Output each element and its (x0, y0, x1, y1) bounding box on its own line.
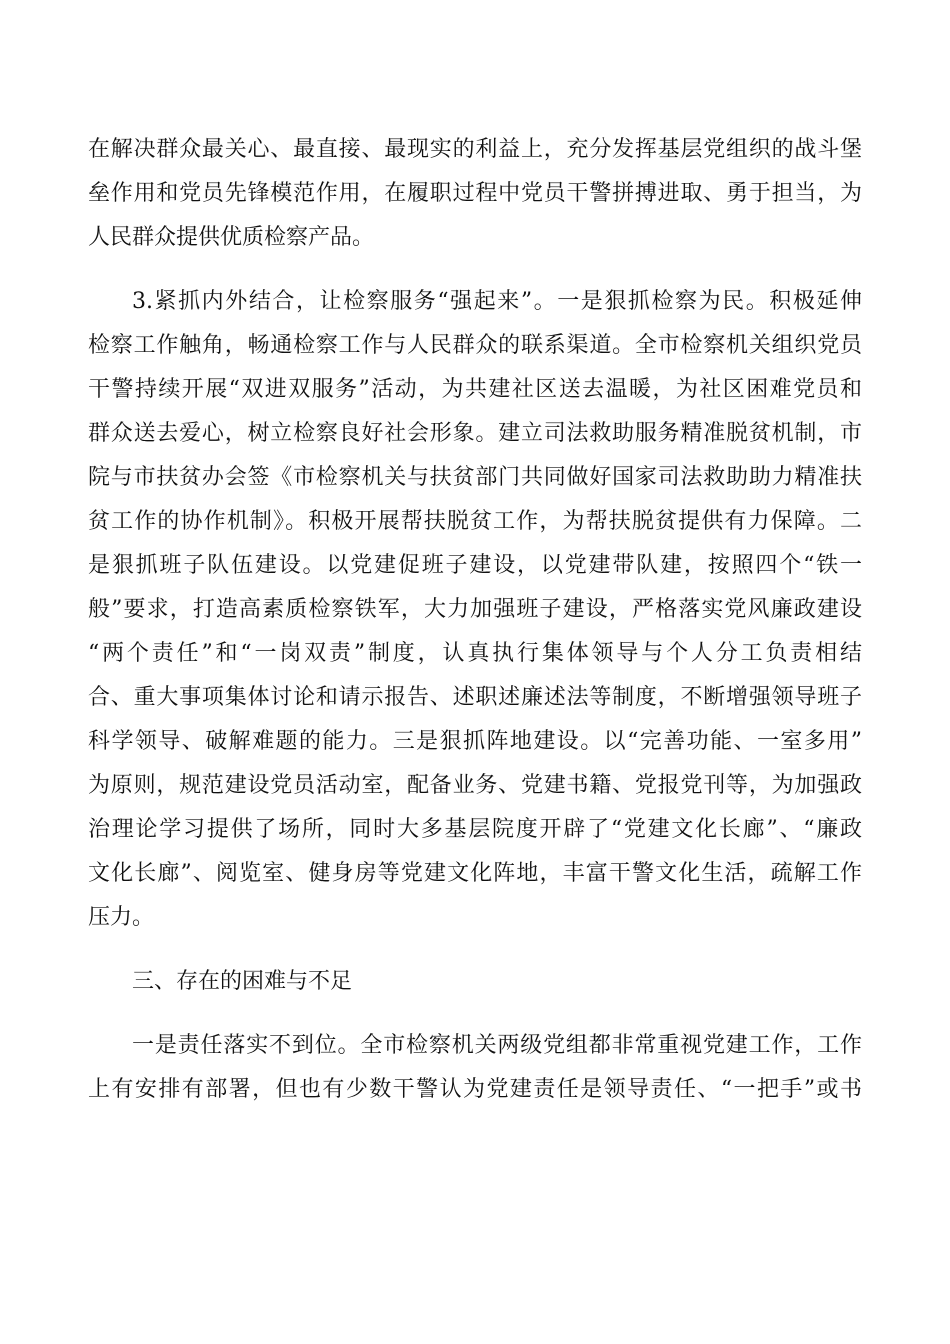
heading-text: 三、存在的困难与不足 (132, 969, 353, 994)
text-line: 干警持续开展“双进双服务”活动，为共建社区送去温暖，为社区困难党员和 (88, 377, 862, 402)
text-line: 治理论学习提供了场所，同时大多基层院度开辟了“党建文化长廊”、“廉政 (88, 817, 862, 842)
text-line: 人民群众提供优质检察产品。 (88, 225, 375, 250)
text-line: 为原则，规范建设党员活动室，配备业务、党建书籍、党报党刊等，为加强政 (88, 773, 862, 798)
text-line: “两个责任”和“一岗双责”制度，认真执行集体领导与个人分工负责相结 (88, 641, 862, 666)
text-line: 在解决群众最关心、最直接、最现实的利益上，充分发挥基层党组织的战斗堡 (88, 137, 862, 162)
text-line: 是狠抓班子队伍建设。以党建促班子建设，以党建带队建，按照四个“铁一 (88, 553, 862, 578)
section-heading (88, 960, 862, 1004)
text-line: 检察工作触角，畅通检察工作与人民群众的联系渠道。全市检察机关组织党员 (88, 333, 862, 358)
text-line: 般”要求，打造高素质检察铁军，大力加强班子建设，严格落实党风廉政建设 (88, 597, 862, 622)
document-page (88, 128, 862, 1132)
text-line: 科学领导、破解难题的能力。三是狠抓阵地建设。以“完善功能、一室多用” (88, 729, 862, 754)
text-line: 3.紧抓内外结合，让检察服务“强起来”。一是狠抓检察为民。积极延伸 (132, 289, 862, 314)
text-line: 院与市扶贫办会签《市检察机关与扶贫部门共同做好国家司法救助助力精准扶 (88, 465, 862, 490)
text-line: 上有安排有部署，但也有少数干警认为党建责任是领导责任、“一把手”或书 (88, 1077, 862, 1102)
text-line: 一是责任落实不到位。全市检察机关两级党组都非常重视党建工作，工作 (132, 1033, 862, 1058)
text-line: 压力。 (88, 905, 155, 930)
text-line: 合、重大事项集体讨论和请示报告、述职述廉述法等制度，不断增强领导班子 (88, 685, 862, 710)
text-line: 群众送去爱心，树立检察良好社会形象。建立司法救助服务精准脱贫机制，市 (88, 421, 862, 446)
text-line: 贫工作的协作机制》。积极开展帮扶脱贫工作，为帮扶脱贫提供有力保障。二 (88, 509, 862, 534)
paragraph-inner-outer-combination (88, 280, 862, 940)
text-line: 垒作用和党员先锋模范作用，在履职过程中党员干警拼搏进取、勇于担当，为 (88, 181, 862, 206)
text-line: 文化长廊”、阅览室、健身房等党建文化阵地，丰富干警文化生活，疏解工作 (88, 861, 862, 886)
paragraph-continuation (88, 128, 862, 260)
paragraph-responsibility (88, 1024, 862, 1112)
